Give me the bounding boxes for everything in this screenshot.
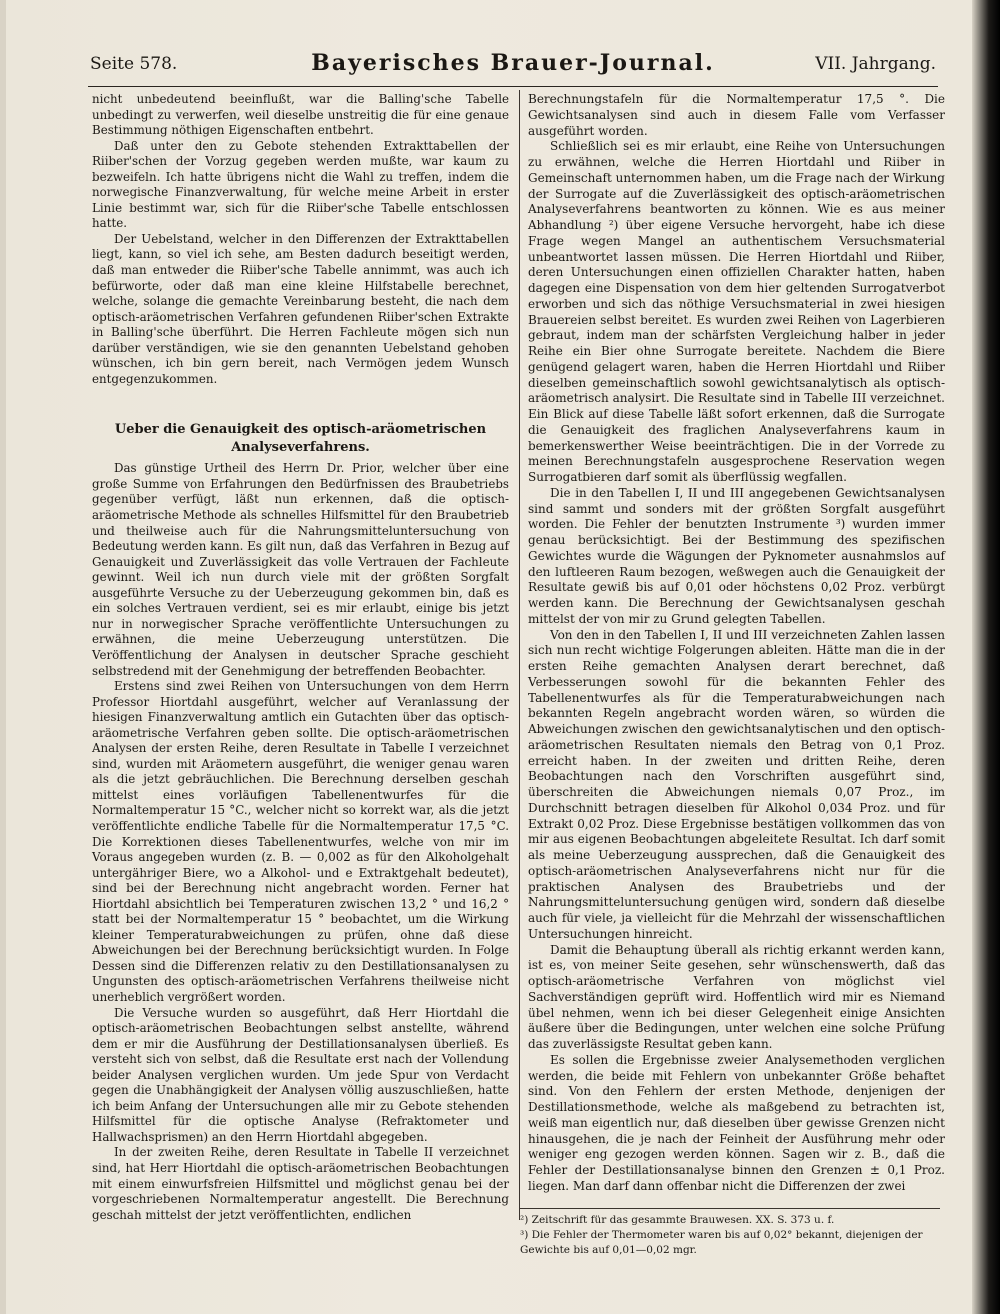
paragraph: Die Versuche wurden so ausgeführt, daß Herr Hiortdahl die optisch-aräometrischen Beobachtungen selbst anstellte, während dem er mir die Ausführung der Destillationsanalysen überließ. Es versteht sich von selbst, daß die Resultate erst nach der Vollendung beider Analysen verglichen wurden. Um jede Spur von Verdacht gegen die Unabhängigkeit der Analysen völlig auszuschließen, hatte ich beim Anfang der Untersuchungen alle mir zu Gebote stehenden Hilfsmittel für die optische Analyse (Refraktometer und Hallwachsprismen) an den Herrn Hiortdahl abgegeben.: [92, 1005, 509, 1144]
paragraph: Daß unter den zu Gebote stehenden Extrakttabellen der Riiber'schen der Vorzug gegeben werden mußte, war kaum zu bezweifeln. Ich hatte übrigens nicht die Wahl zu treffen, indem die norwegische Finanzverwaltung, für welche meine Arbeit in erster Linie bestimmt war, sich für die Riiber'sche Tabelle entschlossen hatte.: [92, 138, 509, 231]
left-column: [92, 92, 509, 1223]
footnote: ²) Zeitschrift für das gesammte Brauwesen. XX. S. 373 u. f.: [520, 1214, 835, 1226]
right-column: [528, 92, 945, 1195]
footnotes: [520, 1208, 940, 1258]
paragraph: Von den in den Tabellen I, II und III verzeichneten Zahlen lassen sich nun recht wichtige Folgerungen ableiten. Hätte man die in der ersten Reihe gemachten Analysen derart berechnet, daß Verbesserungen sowohl für die bekannten Fehler des Tabellenentwurfes als für die Temperaturabweichungen nach bekannten Regeln angebracht worden wären, so würden die Abweichungen zwischen den gewichtsanalytischen und den optisch-aräometrischen Resultaten niemals den Betrag von 0,1 Proz. erreicht haben. In der zweiten und dritten Reihe, deren Beobachtungen nach den Vorschriften ausgeführt sind, überschreiten die Abweichungen niemals 0,07 Proz., im Durchschnitt betragen dieselben für Alkohol 0,034 Proz. und für Extrakt 0,02 Proz. Diese Ergebnisse bestätigen vollkommen das von mir aus eigenen Beobachtungen abgeleitete Resultat. Ich darf somit als meine Ueberzeugung aussprechen, daß die Genauigkeit des optisch-aräometrischen Analyseverfahrens nicht nur für die praktischen Analysen des Braubetriebs und der Nahrungsmitteluntersuchung genügen wird, sondern daß dieselbe auch für viele, ja vielleicht für die Mehrzahl der wissenschaftlichen Untersuchungen hinreicht.: [528, 627, 945, 941]
footnote: ³) Die Fehler der Thermometer waren bis auf 0,02° bekannt, diejenigen der Gewichte bis auf 0,01—0,02 mgr.: [520, 1229, 923, 1256]
paragraph: Die in den Tabellen I, II und III angegebenen Gewichtsanalysen sind sammt und sonders mit der größten Sorgfalt ausgeführt worden. Die Fehler der benutzten Instrumente ³) wurden immer genau berücksichtigt. Bei der Bestimmung des spezifischen Gewichtes wurde die Wägungen der Pyknometer ausnahmslos auf den luftleeren Raum bezogen, weßwegen auch die Genauigkeit der Resultate gewiß bis auf 0,01 oder höchstens 0,02 Proz. verbürgt werden kann. Die Berechnung der Gewichtsanalysen geschah mittelst der von mir zu Grund gelegten Tabellen.: [528, 485, 945, 626]
section-title: [92, 421, 509, 457]
section-title-line1: Ueber die Genauigkeit des optisch-aräometrischen: [114, 422, 487, 438]
paragraph: In der zweiten Reihe, deren Resultate in Tabelle II verzeichnet sind, hat Herr Hiortdahl die optisch-aräometrischen Beobachtungen mit einem einwurfsfreien Hilfsmittel und möglichst genau bei der vorgeschriebenen Normaltemperatur angestellt. Die Berechnung geschah mittelst der jetzt veröffentlichten, endlichen: [92, 1145, 509, 1222]
paragraph: Das günstige Urtheil des Herrn Dr. Prior, welcher über eine große Summe von Erfahrungen den Bedürfnissen des Braubetriebs gegenüber verfügt, läßt nun erkennen, daß die optisch-aräometrische Methode als schnelles Hilfsmittel für den Braubetrieb und theilweise auch für die Nahrungsmitteluntersuchung von Bedeutung werden kann. Es gilt nun, daß das Verfahren in Bezug auf Genauigkeit und Zuverlässigkeit das volle Vertrauen der Fachleute gewinnt. Weil ich nun durch viele mit der größten Sorgfalt ausgeführte Versuche zu der Ueberzeugung gekommen bin, daß es ein solches Vertrauen verdient, sei es mir erlaubt, einige bis jetzt nur in norwegischer Sprache veröffentlichte Untersuchungen zu erwähnen, die meine Ueberzeugung unterstützen. Die Veröffentlichung der Analysen in deutscher Sprache geschieht selbstredend mit der Genehmigung der betreffenden Beobachter.: [92, 461, 509, 678]
book-binding-edge: [972, 0, 1000, 1314]
paragraph: nicht unbedeutend beeinflußt, war die Balling'sche Tabelle unbedingt zu verwerfen, weil dieselbe unstreitig die für eine genaue Bestimmung nöthigen Eigenschaften entbehrt.: [92, 92, 509, 138]
page-left-edge: [0, 0, 6, 1314]
paragraph: Damit die Behauptung überall als richtig erkannt werden kann, ist es, von meiner Seite gesehen, sehr wünschenswerth, daß das optisch-aräometrische Verfahren von möglichst viel Sachverständigen geprüft wird. Hoffentlich wird mir es Niemand übel nehmen, wenn ich bei dieser Gelegenheit einige Ansichten äußere über die Bedingungen, unter welchen eine solche Prüfung das zuverlässigste Resultat geben kann.: [528, 942, 945, 1051]
page-header: [88, 46, 938, 87]
column-divider: [519, 90, 520, 1220]
section-title-line2: Analyseverfahrens.: [231, 440, 370, 456]
paragraph: Es sollen die Ergebnisse zweier Analysemethoden verglichen werden, die beide mit Fehlern von unbekannter Größe behaftet sind. Von den Fehlern der ersten Methode, denjenigen der Destillationsmethode, welche als maßgebend zu betrachten ist, weiß man eigentlich nur, daß dieselben über gewisse Grenzen nicht hinausgehen, die je nach der Feinheit der Ausführung mehr oder weniger eng gezogen werden können. Sagen wir z. B., daß die Fehler der Destillationsanalyse binnen den Grenzen ± 0,1 Proz. liegen. Man darf dann offenbar nicht die Differenzen der zwei: [528, 1052, 945, 1193]
paragraph: Berechnungstafeln für die Normaltemperatur 17,5 °. Die Gewichtsanalysen sind auch in diesem Falle vom Verfasser ausgeführt worden.: [528, 92, 945, 138]
volume-label: VII. Jahrgang.: [815, 54, 936, 74]
journal-title: Bayerisches Brauer-Journal.: [311, 50, 715, 76]
paragraph: Der Uebelstand, welcher in den Differenzen der Extrakttabellen liegt, kann, so viel ich sehe, am Besten dadurch beseitigt werden, daß man entweder die Riiber'sche Tabelle annimmt, was auch ich befürworte, oder daß man eine kleine Hilfstabelle berechnet, welche, solange die gemachte Vereinbarung besteht, die nach dem optisch-aräometrischen Verfahren gefundenen Riiber'schen Extrakte in Balling'sche überführt. Die Herren Fachleute mögen sich nun darüber verständigen, wie sie den genannten Uebelstand gehoben wünschen, ich bin gern bereit, nach Vermögen jedem Wunsch entgegenzukommen.: [92, 231, 509, 386]
paragraph: Erstens sind zwei Reihen von Untersuchungen von dem Herrn Professor Hiortdahl ausgeführt, welcher auf Veranlassung der hiesigen Finanzverwaltung amtlich ein Gutachten über das optisch-aräometrische Verfahren geben sollte. Die optisch-aräometrischen Analysen der ersten Reihe, deren Resultate in Tabelle I verzeichnet sind, wurden mit Aräometern ausgeführt, die weniger genau waren als die jetzt gebräuchlichen. Die Berechnung derselben geschah mittelst eines vorläufigen Tabellenentwurfes für die Normaltemperatur 15 °C., welcher nicht so korrekt war, als die jetzt veröffentlichte endliche Tabelle für die Normaltemperatur 17,5 °C. Die Korrektionen dieses Tabellenentwurfes, welche von mir im Voraus angegeben wurden (z. B. — 0,002 as für den Alkoholgehalt untergähriger Biere, wo a Alkohol- und e Extraktgehalt bedeutet), sind bei der Berechnung nicht angebracht worden. Ferner hat Hiortdahl absichtlich bei Temperaturen zwischen 13,2 ° und 16,2 ° statt bei der Normaltemperatur 15 ° beobachtet, um die Wirkung kleiner Temperaturabweichungen zu prüfen, ohne daß diese Abweichungen bei der Berechnung berücksichtigt wurden. In Folge Dessen sind die Differenzen relativ zu den Destillationsanalysen zu Ungunsten des optisch-aräometrischen Verfahrens theilweise nicht unerheblich vergrößert worden.: [92, 679, 509, 1004]
paragraph: Schließlich sei es mir erlaubt, eine Reihe von Untersuchungen zu erwähnen, welche die Herren Hiortdahl und Riiber in Gemeinschaft unternommen haben, um die Frage nach der Wirkung der Surrogate auf die Zuverlässigkeit des optisch-aräometrischen Analyseverfahrens beantworten zu können. Wie es aus meiner Abhandlung ²) über eigene Versuche hervorgeht, habe ich diese Frage wegen Mangel an authentischem Versuchsmaterial unbeantwortet lassen müssen. Die Herren Hiortdahl und Riiber, deren Untersuchungen einen offiziellen Charakter hatten, haben dagegen eine Dispensation von dem hier geltenden Surrogatverbot erworben und sich das nöthige Versuchsmaterial in zwei hiesigen Brauereien selbst bereitet. Es wurden zwei Reihen von Lagerbieren gebraut, indem man der schärfsten Vergleichung halber in jeder Reihe ein Bier ohne Surrogate bereitete. Nachdem die Biere genügend gelagert waren, haben die Herren Hiortdahl und Riiber dieselben gemeinschaftlich sowohl gewichtsanalytisch als optisch-aräometrisch analysirt. Die Resultate sind in Tabelle III verzeichnet. Ein Blick auf diese Tabelle läßt sofort erkennen, daß die Surrogate die Genauigkeit des fraglichen Analyseverfahrens kaum in bemerkenswerther Weise beeinträchtigen. Die in der Vorrede zu meinen Berechnungstafeln ausgesprochene Reservation wegen Surrogatbieren darf somit als überflüssig wegfallen.: [528, 139, 945, 484]
page-number: Seite 578.: [90, 54, 178, 74]
